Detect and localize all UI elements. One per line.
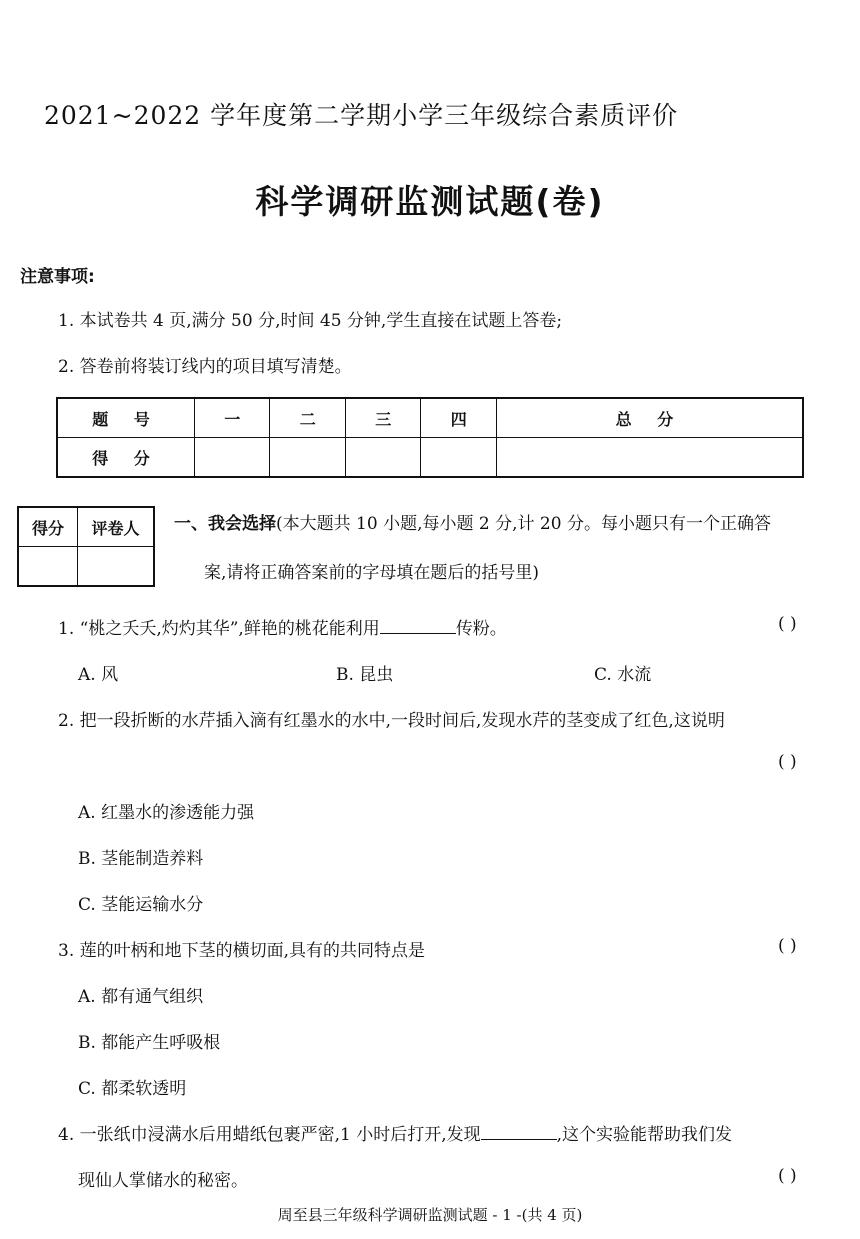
answer-blank[interactable] xyxy=(481,1123,557,1140)
option-c: C. 茎能运输水分 xyxy=(78,895,204,915)
option-c: C. 水流 xyxy=(594,665,652,685)
exam-header: 2021~2022 学年度第二学期小学三年级综合素质评价 xyxy=(44,101,679,130)
score-table-header-row xyxy=(57,398,803,438)
option-a: A. 风 xyxy=(78,665,119,685)
notes-label: 注意事项: xyxy=(20,267,95,287)
question-1 xyxy=(58,614,507,639)
score-table xyxy=(56,397,804,478)
score-table-score-row xyxy=(57,438,803,478)
question-2: 2. 把一段折断的水芹插入滴有红墨水的水中,一段时间后,发现水芹的茎变成了红色,这说明 xyxy=(58,711,725,731)
answer-parentheses[interactable]: ( ) xyxy=(778,752,797,772)
option-b: B. 都能产生呼吸根 xyxy=(78,1033,221,1053)
grader-table xyxy=(17,506,155,587)
answer-parentheses[interactable]: ( ) xyxy=(778,614,797,634)
option-c: C. 都柔软透明 xyxy=(78,1079,187,1099)
score-entry-cell[interactable] xyxy=(421,438,496,478)
score-table-cell: 四 xyxy=(421,398,496,438)
grader-score-cell[interactable] xyxy=(18,547,78,587)
section-title: 一、我会选择 xyxy=(174,514,276,534)
question-text: 1. “桃之夭夭,灼灼其华”,鲜艳的桃花能利用 xyxy=(58,619,380,639)
section-heading xyxy=(174,512,844,536)
option-a: A. 都有通气组织 xyxy=(78,987,204,1007)
option-a: A. 红墨水的渗透能力强 xyxy=(78,803,255,823)
question-4 xyxy=(58,1120,732,1145)
question-text: ,这个实验能帮助我们发 xyxy=(556,1125,733,1145)
question-4-cont: 现仙人掌储水的秘密。 xyxy=(78,1171,248,1191)
score-table-cell: 二 xyxy=(270,398,345,438)
question-text: 传粉。 xyxy=(455,619,507,639)
question-text: 4. 一张纸巾浸满水后用蜡纸包裹严密,1 小时后打开,发现 xyxy=(58,1125,481,1145)
section-desc: (本大题共 10 小题,每小题 2 分,计 20 分。每小题只有一个正确答 xyxy=(276,514,771,534)
option-b: B. 昆虫 xyxy=(336,665,394,685)
score-table-cell: 得 分 xyxy=(57,438,195,478)
answer-parentheses[interactable]: ( ) xyxy=(778,1166,797,1186)
score-entry-cell[interactable] xyxy=(270,438,345,478)
page-title: 科学调研监测试题(卷) xyxy=(255,182,605,221)
score-table-cell: 题 号 xyxy=(57,398,195,438)
score-table-cell: 一 xyxy=(195,398,270,438)
score-entry-cell[interactable] xyxy=(496,438,803,478)
section-desc-cont: 案,请将正确答案前的字母填在题后的括号里) xyxy=(204,563,540,583)
note-item: 1. 本试卷共 4 页,满分 50 分,时间 45 分钟,学生直接在试题上答卷; xyxy=(58,311,563,331)
grader-name-label: 评卷人 xyxy=(78,507,155,547)
page-footer: 周至县三年级科学调研监测试题 - 1 -(共 4 页) xyxy=(277,1206,583,1224)
answer-parentheses[interactable]: ( ) xyxy=(778,936,797,956)
score-table-cell: 三 xyxy=(345,398,420,438)
question-3: 3. 莲的叶柄和地下茎的横切面,具有的共同特点是 xyxy=(58,941,426,961)
grader-name-cell[interactable] xyxy=(78,547,155,587)
score-table-cell: 总 分 xyxy=(496,398,803,438)
answer-blank[interactable] xyxy=(380,617,456,634)
note-item: 2. 答卷前将装订线内的项目填写清楚。 xyxy=(58,357,352,377)
option-b: B. 茎能制造养料 xyxy=(78,849,204,869)
score-entry-cell[interactable] xyxy=(195,438,270,478)
grader-score-label: 得分 xyxy=(18,507,78,547)
score-entry-cell[interactable] xyxy=(345,438,420,478)
